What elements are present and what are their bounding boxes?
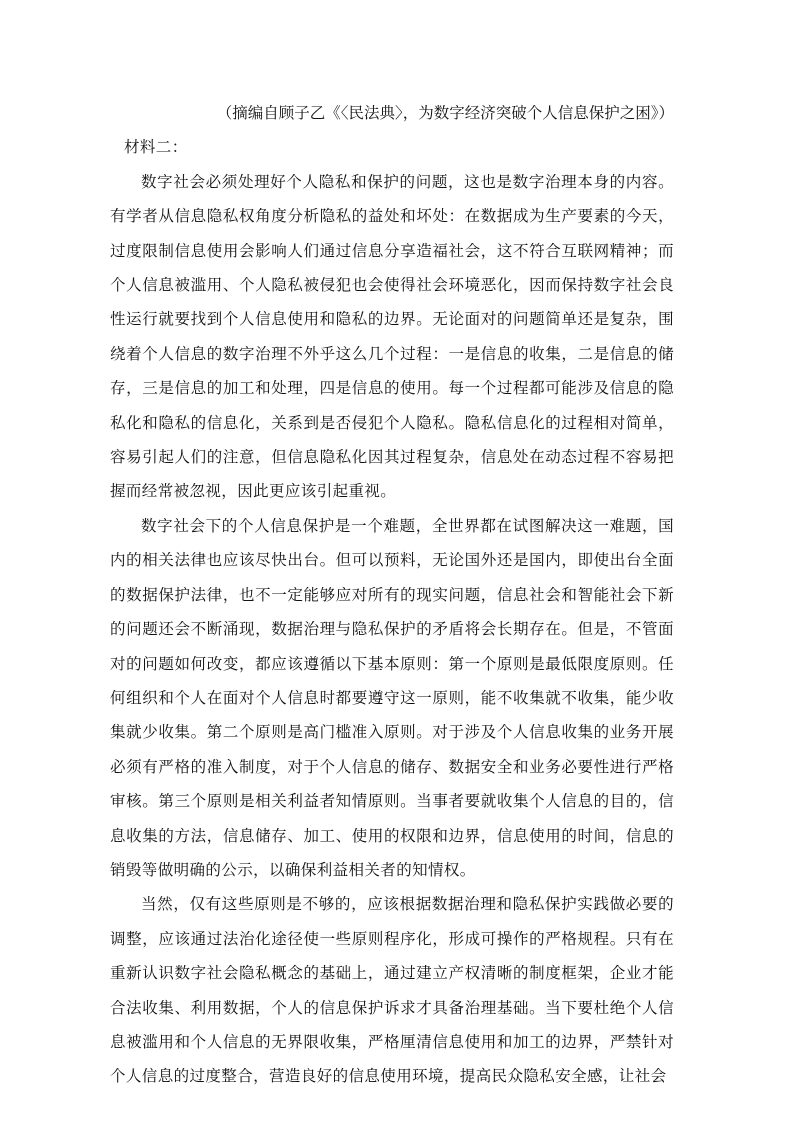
body-paragraph-1: 数字社会必须处理好个人隐私和保护的问题，这也是数字治理本身的内容。有学者从信息隐私权角度分析隐私的益处和坏处：在数据成为生产要素的今天，过度限制信息使用会影响人们通过信息分享造福社会，这不符合互联网精神；而个人信息被滥用、个人隐私被侵犯也会使得社会环境恶化，因而保持数字社会良性运行就要找到个人信息使用和隐私的边界。无论面对的问题简单还是复杂，围绕着个人信息的数字治理不外乎这么几个过程：一是信息的收集，二是信息的储存，三是信息的加工和处理，四是信息的使用。每一个过程都可能涉及信息的隐私化和隐私的信息化，关系到是否侵犯个人隐私。隐私信息化的过程相对简单，容易引起人们的注意，但信息隐私化因其过程复杂，信息处在动态过程不容易把握而经常被忽视，因此更应该引起重视。 — [110, 172, 674, 501]
document-page — [110, 96, 674, 1094]
body-paragraph-3: 当然，仅有这些原则是不够的，应该根据数据治理和隐私保护实践做必要的调整，应该通过法治化途径使一些原则程序化，形成可操作的严格规程。只有在重新认识数字社会隐私概念的基础上，通过建立产权清晰的制度框架，企业才能合法收集、利用数据，个人的信息保护诉求才具备治理基础。当下要杜绝个人信息被滥用和个人信息的无界限收集，严格厘清信息使用和加工的边界，严禁针对个人信息的过度整合，营造良好的信息使用环境，提高民众隐私安全感，让社会 — [110, 895, 674, 1086]
body-paragraph-2: 数字社会下的个人信息保护是一个难题，全世界都在试图解决这一难题，国内的相关法律也应该尽快出台。但可以预料，无论国外还是国内，即使出台全面的数据保护法律，也不一定能够应对所有的现实问题，信息社会和智能社会下新的问题还会不断涌现，数据治理与隐私保护的矛盾将会长期存在。但是，不管面对的问题如何改变，都应该遵循以下基本原则：第一个原则是最低限度原则。任何组织和个人在面对个人信息时都要遵守这一原则，能不收集就不收集，能少收集就少收集。第二个原则是高门槛准入原则。对于涉及个人信息收集的业务开展必须有严格的准入制度，对于个人信息的储存、数据安全和业务必要性进行严格审核。第三个原则是相关利益者知情原则。当事者要就收集个人信息的目的，信息收集的方法，信息储存、加工、使用的权限和边界，信息使用的时间，信息的销毁等做明确的公示，以确保利益相关者的知情权。 — [110, 516, 674, 879]
section-heading: 材料二： — [124, 138, 188, 157]
source-citation: （摘编自顾子乙《〈民法典〉，为数字经济突破个人信息保护之困》） — [216, 104, 674, 122]
